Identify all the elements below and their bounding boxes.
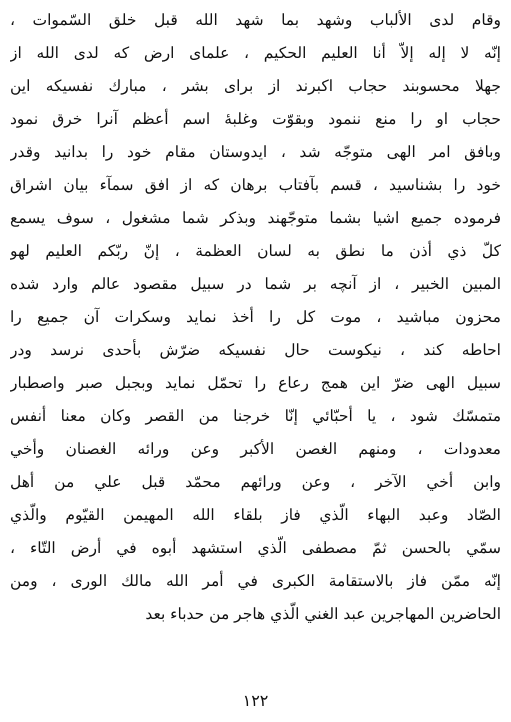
text-line: احاطه كند ، نيكوست حال نفسيكه ضرّش بأحدى نرسد ودر xyxy=(10,341,501,359)
text-line: حجاب او را منع ننمود وبقوّت وغلبهٔ اسم أعظم آنرا خرق نمود xyxy=(10,110,501,128)
page-number: ١٢٢ xyxy=(242,691,269,710)
text-line: سمّي بالحسن ثمّ مصطفى الّذي استشهد أبوه في أرض التّاء ، xyxy=(10,539,501,557)
text-line: متمسّك شود ، يا أحبّائي إنّا خرجنا من القصر وكان معنا أنفس xyxy=(10,407,501,425)
text-line: جهلا محسوبند حجاب اكبرند از برای بشر ، مبارك نفسيكه اين xyxy=(10,77,501,95)
text-line: خود را بشناسيد ، قسم بآفتاب برهان كه از افق سمآء بيان اشراق xyxy=(10,176,501,194)
text-line: المبين الخبير ، از آنچه بر شما در سبيل مقصود عالم وارد شده xyxy=(10,275,501,293)
text-line: محزون مباشيد ، موت كل را أخذ نمايد وسكرات آن جميع را xyxy=(10,308,501,326)
text-line: كلّ ذي أذن ما نطق به لسان العظمة ، إنّ ربّكم العليم لهو xyxy=(10,242,501,260)
text-line: معدودات ، ومنهم الغصن الأكبر وعن ورائه الغصنان وأخي xyxy=(10,440,501,458)
text-line: وبافق امر الهی متوجّه شد ، ايدوستان مقام خود را بدانيد وقدر xyxy=(10,143,501,161)
text-line: الصّاد وعبد البهاء الّذي فاز بلقاء الله المهيمن القيّوم والّذي xyxy=(10,506,501,524)
text-line: وابن أخي الآخر ، وعن ورائهم محمّد قبل علي من أهل xyxy=(10,473,501,491)
text-line: فرموده جميع اشيا بشما متوجّهند وبذكر شما مشغول ، سوف يسمع xyxy=(10,209,501,227)
text-line: وقام لدى الألباب وشهد بما شهد الله قبل خلق السّموات ، xyxy=(10,11,501,29)
text-line: إنّه ممّن فاز بالاستقامة الكبرى في أمر الله مالك الورى ، ومن xyxy=(10,572,501,590)
text-line: إنّه لا إله إلاّ أنا العليم الحكيم ، علمای ارض كه لدی الله از xyxy=(10,44,501,62)
body-text xyxy=(10,4,501,631)
text-line: سبيل الهی ضرّ اين همج رعاع را تحمّل نمايد وبجبل صبر واصطبار xyxy=(10,374,501,392)
text-line: الحاضرين المهاجرين عبد الغني الّذي هاجر من حدباء بعد xyxy=(145,605,501,623)
